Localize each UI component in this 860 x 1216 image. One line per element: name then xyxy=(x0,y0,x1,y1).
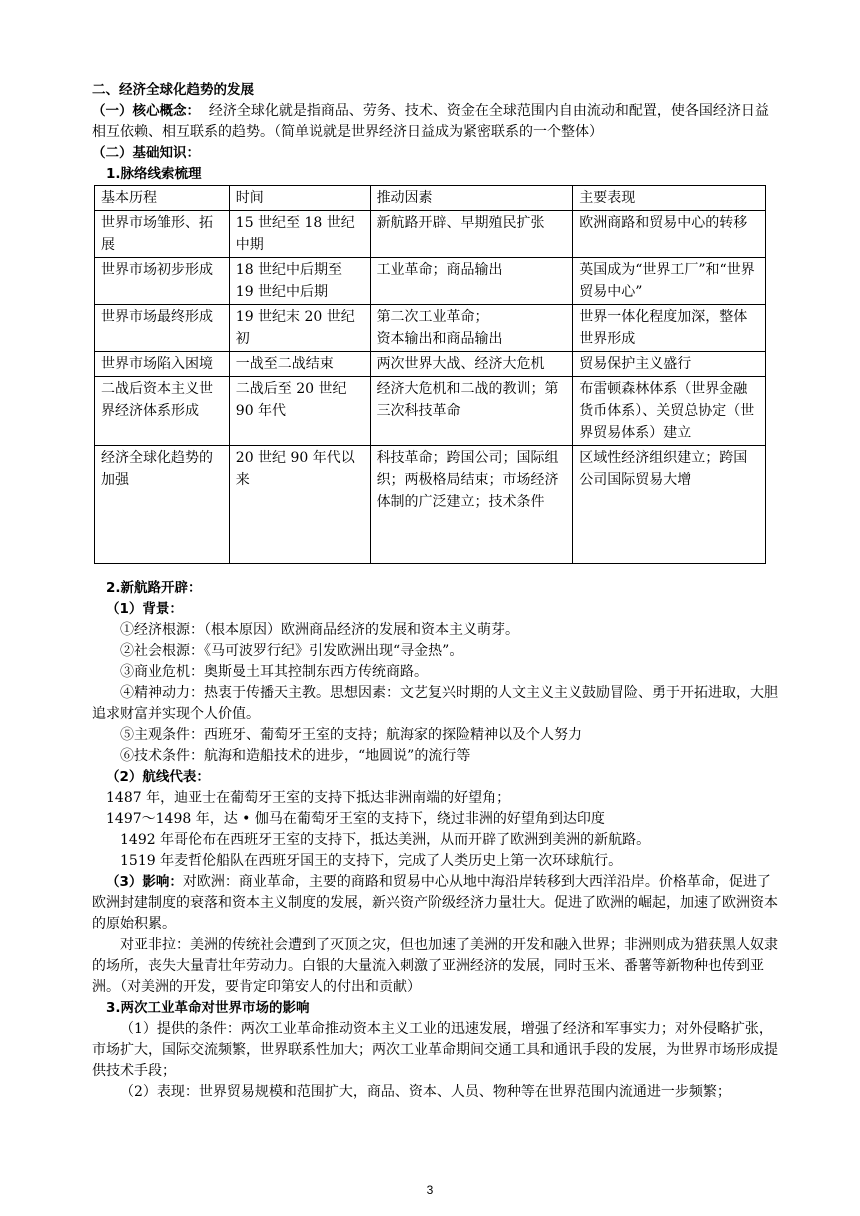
list-item: ⑥技术条件：航海和造船技术的进步，“地圆说”的流行等 xyxy=(120,748,471,764)
table-cell: 经济全球化趋势的加强 xyxy=(95,446,230,564)
table-cell: 经济大危机和二战的教训；第三次科技革命 xyxy=(370,377,573,446)
table-row xyxy=(95,352,766,377)
page-number: 3 xyxy=(426,1183,434,1197)
table-cell: 第二次工业革命； 资本输出和商品输出 xyxy=(370,305,573,352)
table-cell: 20 世纪 90 年代以来 xyxy=(229,446,370,564)
impact-europe-text: 对欧洲：商业革命，主要的商路和贸易中心从地中海沿岸转移到大西洋沿岸。价格革命，促进了欧洲封建制度的衰落和资本主义制度的发展，新兴资产阶级经济力量壮大。促进了欧洲的崛起，加速了欧洲资本的原始积累。 xyxy=(92,874,778,932)
table-cell: 18 世纪中后期至 19 世纪中后期 xyxy=(229,258,370,305)
list-item: ④精神动力：热衷于传播天主教。思想因素：文艺复兴时期的人文主义主义鼓励冒险、勇于开拓进取，大胆追求财富并实现个人价值。 xyxy=(92,685,778,722)
list-item: ①经济根源：（根本原因）欧洲商品经济的发展和资本主义萌芽。 xyxy=(120,622,519,638)
table-cell: 世界一体化程度加深，整体世界形成 xyxy=(573,305,766,352)
table-row xyxy=(95,446,766,564)
table-header-row xyxy=(95,186,766,211)
table-cell: 贸易保护主义盛行 xyxy=(573,352,766,377)
table-cell: 科技革命；跨国公司；国际组织；两极格局结束；市场经济体制的广泛建立；技术条件 xyxy=(370,446,573,564)
table-header-cell: 时间 xyxy=(229,186,370,211)
table-cell: 19 世纪末 20 世纪初 xyxy=(229,305,370,352)
impact-label: （3）影响： xyxy=(106,874,183,890)
table-cell: 世界市场最终形成 xyxy=(95,305,230,352)
list-item: 1497～1498 年，达 • 伽马在葡萄牙王室的支持下，绕过非洲的好望角到达印度 xyxy=(106,811,605,827)
table-row xyxy=(95,258,766,305)
table-header-cell: 基本历程 xyxy=(95,186,230,211)
timeline-table xyxy=(94,185,766,564)
table-cell: 15 世纪至 18 世纪中期 xyxy=(229,211,370,258)
basic-knowledge-label: （二）基础知识： xyxy=(92,145,200,161)
table-cell: 英国成为“世界工厂”和“世界贸易中心” xyxy=(573,258,766,305)
routes-label: （2）航线代表： xyxy=(106,769,210,785)
table-row xyxy=(95,377,766,446)
table-cell: 欧洲商路和贸易中心的转移 xyxy=(573,211,766,258)
table-cell: 工业革命；商品输出 xyxy=(370,258,573,305)
table-cell: 二战后资本主义世界经济体系形成 xyxy=(95,377,230,446)
table-cell: 二战后至 20 世纪 90 年代 xyxy=(229,377,370,446)
table-cell: 新航路开辟、早期殖民扩张 xyxy=(370,211,573,258)
section-heading: 二、经济全球化趋势的发展 xyxy=(92,82,254,98)
core-concept-paragraph xyxy=(92,101,778,143)
table-cell: 世界市场初步形成 xyxy=(95,258,230,305)
table-header-cell: 主要表现 xyxy=(573,186,766,211)
document-body xyxy=(92,80,778,1103)
table-row xyxy=(95,211,766,258)
list-item: ⑤主观条件：西班牙、葡萄牙王室的支持；航海家的探险精神以及个人努力 xyxy=(120,727,582,743)
table-cell: 区域性经济组织建立；跨国公司国际贸易大增 xyxy=(573,446,766,564)
section2-title: 2.新航路开辟： xyxy=(106,580,202,596)
table-header-cell: 推动因素 xyxy=(370,186,573,211)
table-cell: 两次世界大战、经济大危机 xyxy=(370,352,573,377)
core-concept-text: 经济全球化就是指商品、劳务、技术、资金在全球范围内自由流动和配置，使各国经济日益相互依赖、相互联系的趋势。（简单说就是世界经济日益成为紧密联系的一个整体） xyxy=(92,103,769,140)
impact-paragraph xyxy=(92,872,778,935)
table-cell: 一战至二战结束 xyxy=(229,352,370,377)
list-item: 1492 年哥伦布在西班牙王室的支持下，抵达美洲，从而开辟了欧洲到美洲的新航路。 xyxy=(120,832,651,848)
list-item: 1487 年，迪亚士在葡萄牙王室的支持下抵达非洲南端的好望角； xyxy=(106,790,511,806)
list-item: ②社会根源：《马可波罗行纪》引发欧洲出现“寻金热”。 xyxy=(120,643,464,659)
conditions-paragraph: （1）提供的条件：两次工业革命推动资本主义工业的迅速发展，增强了经济和军事实力；对外侵略扩张，市场扩大，国际交流频繁，世界联系性加大；两次工业革命期间交通工具和通讯手段的发展，为世界市场形成提供技术手段； xyxy=(92,1021,778,1079)
core-concept-label: （一）核心概念： xyxy=(92,103,200,119)
list-item: ③商业危机：奥斯曼土耳其控制东西方传统商路。 xyxy=(120,664,428,680)
table-cell: 布雷顿森林体系（世界金融货币体系）、关贸总协定（世界贸易体系）建立 xyxy=(573,377,766,446)
table-row xyxy=(95,305,766,352)
background-label: （1）背景： xyxy=(106,601,183,617)
list-item: 1519 年麦哲伦船队在西班牙国王的支持下，完成了人类历史上第一次环球航行。 xyxy=(120,853,623,869)
impact-others-paragraph: 对亚非拉：美洲的传统社会遭到了灭顶之灾，但也加速了美洲的开发和融入世界；非洲则成为猎获黑人奴隶的场所，丧失大量青壮年劳动力。白银的大量流入刺激了亚洲经济的发展，同时玉米、番薯等新物种也传到亚洲。（对美洲的开发，要肯定印第安人的付出和贡献） xyxy=(92,937,778,995)
manifest-paragraph: （2）表现：世界贸易规模和范围扩大，商品、资本、人员、物种等在世界范围内流通进一步频繁； xyxy=(120,1084,731,1100)
section3-title: 3.两次工业革命对世界市场的影响 xyxy=(106,1000,310,1016)
table-cell: 世界市场陷入困境 xyxy=(95,352,230,377)
table-cell: 世界市场雏形、拓展 xyxy=(95,211,230,258)
section1-title: 1.脉络线索梳理 xyxy=(106,166,202,182)
